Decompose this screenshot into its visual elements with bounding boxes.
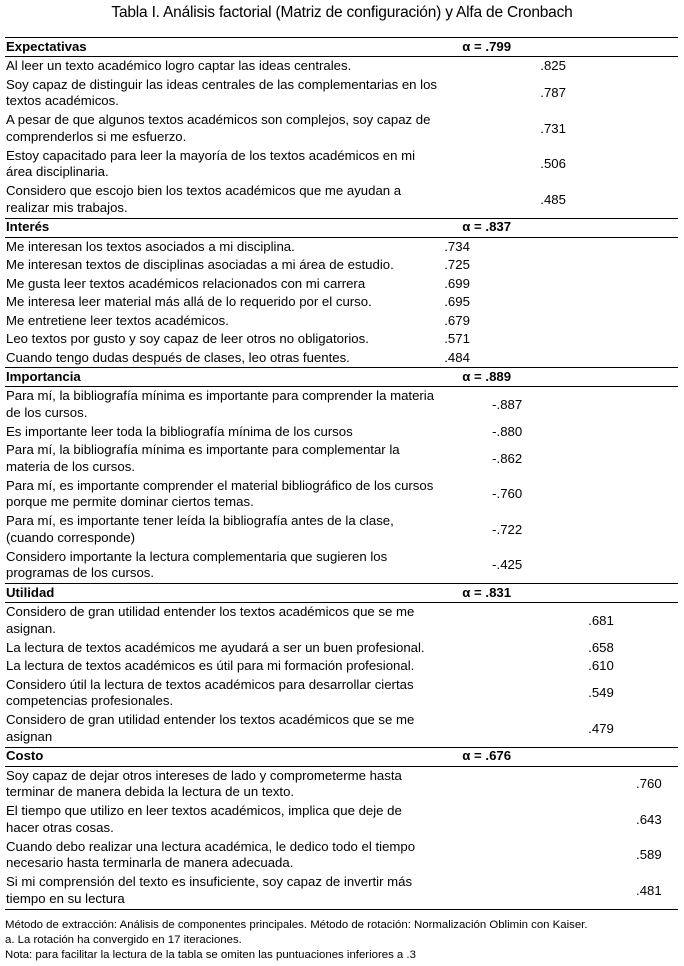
factor-loading: .643 (636, 811, 662, 827)
section-name: Importancia (5, 368, 438, 387)
table-row (5, 423, 678, 442)
table-row (5, 711, 678, 747)
empty-cell (630, 293, 678, 312)
empty-cell (486, 237, 534, 256)
empty-cell (534, 603, 582, 639)
section-header (5, 747, 678, 766)
item-text: Para mí, es importante tener leída la bibliografía antes de la clase, (cuando corresponde) (6, 513, 394, 545)
item-text: Considero útil la lectura de textos académicos para desarrollar ciertas competencias profesionales. (6, 676, 414, 709)
empty-cell (534, 838, 582, 874)
empty-cell (486, 57, 534, 76)
empty-cell (630, 548, 678, 584)
factor-loading: .734 (444, 238, 470, 254)
empty-cell (486, 657, 534, 676)
empty-cell (630, 111, 678, 147)
empty-cell (438, 147, 486, 183)
empty-cell (582, 838, 630, 874)
section-name: Utilidad (5, 584, 438, 603)
empty-cell (534, 441, 582, 477)
item-text: Al leer un texto académico logro captar las ideas centrales. (6, 58, 352, 73)
table-row (5, 676, 678, 712)
empty-cell (630, 639, 678, 658)
empty-cell (486, 275, 534, 294)
factor-loading: .485 (540, 191, 566, 207)
factor-table (5, 37, 678, 910)
item-text: Es importante leer toda la bibliografía mínima de los cursos (6, 423, 353, 439)
factor-loading: .787 (540, 85, 566, 100)
factor-loading: -.760 (492, 486, 523, 501)
empty-cell (438, 441, 486, 477)
empty-cell (582, 873, 630, 909)
empty-cell (534, 802, 582, 838)
factor-loading: .658 (588, 639, 614, 655)
empty-cell (630, 711, 678, 747)
factor-loading: .825 (540, 58, 566, 73)
factor-loading: .679 (444, 312, 470, 328)
cronbach-alpha: α = .676 (438, 747, 678, 766)
empty-cell (582, 256, 630, 275)
empty-cell (630, 441, 678, 477)
factor-loading: -.862 (492, 450, 523, 466)
empty-cell (486, 349, 534, 368)
item-text: Considero que escojo bien los textos académicos que me ayudan a realizar mis trabajos. (6, 183, 402, 215)
empty-cell (582, 512, 630, 548)
item-text: Cuando debo realizar una lectura académica, le dedico todo el tiempo necesario hasta terminarla de manera adecuada. (6, 838, 416, 871)
factor-loading: -.425 (492, 557, 523, 572)
empty-cell (582, 802, 630, 838)
empty-cell (534, 477, 582, 513)
empty-cell (582, 275, 630, 294)
empty-cell (438, 676, 486, 712)
empty-cell (582, 76, 630, 112)
note-omitted: Nota: para facilitar la lectura de la tabla se omiten las puntuaciones inferiores a .3 (5, 949, 416, 961)
item-text: Si mi comprensión del texto es insuficiente, soy capaz de invertir más tiempo en su lectura (5, 873, 438, 909)
table-title: Tabla I. Análisis factorial (Matriz de configuración) y Alfa de Cronbach (111, 4, 573, 21)
empty-cell (486, 603, 534, 639)
table-row (5, 293, 678, 312)
factor-loading: .481 (630, 873, 678, 909)
empty-cell (630, 387, 678, 423)
item-text: Me interesan textos de disciplinas asociadas a mi área de estudio. (6, 257, 394, 272)
section-header (5, 218, 678, 237)
table-row (5, 111, 678, 147)
item-text: A pesar de que algunos textos académicos son complejos, soy capaz de comprenderlos si me esfuerzo. (6, 112, 431, 144)
item-text: Considero importante la lectura complementaria que sugieren los programas de los cursos. (6, 548, 388, 581)
empty-cell (534, 237, 582, 256)
empty-cell (534, 639, 582, 658)
empty-cell (534, 349, 582, 368)
empty-cell (534, 293, 582, 312)
empty-cell (582, 147, 630, 183)
empty-cell (486, 639, 534, 658)
empty-cell (630, 237, 678, 256)
factor-loading: .760 (636, 776, 662, 791)
table-row (5, 603, 678, 639)
section-name: Expectativas (5, 38, 438, 57)
item-text: Para mí, la bibliografía mínima es importante para comprender la materia de los cursos. (6, 388, 435, 420)
table-row (5, 76, 678, 112)
empty-cell (534, 423, 582, 442)
factor-loading: -.880 (492, 423, 523, 439)
item-text: El tiempo que utilizo en leer textos académicos, implica que deje de hacer otras cosas. (6, 803, 402, 835)
section-header (5, 38, 678, 57)
empty-cell (582, 766, 630, 802)
item-text: Me entretiene leer textos académicos. (6, 312, 229, 328)
empty-cell (438, 711, 486, 747)
empty-cell (630, 147, 678, 183)
table-row (5, 349, 678, 368)
empty-cell (630, 676, 678, 712)
empty-cell (438, 477, 486, 513)
item-text: La lectura de textos académicos es útil para mi formación profesional. (6, 658, 415, 673)
cronbach-alpha: α = .799 (438, 38, 678, 57)
empty-cell (438, 57, 486, 76)
note-extraction: Método de extracción: Análisis de componentes principales. Método de rotación: Normalización Oblimin con Kaiser. (5, 919, 588, 931)
empty-cell (534, 657, 582, 676)
empty-cell (534, 256, 582, 275)
table-row (5, 256, 678, 275)
empty-cell (630, 512, 678, 548)
factor-loading: .571 (444, 331, 470, 346)
empty-cell (582, 423, 630, 442)
table-row (5, 330, 678, 349)
empty-cell (630, 423, 678, 442)
empty-cell (534, 312, 582, 331)
table-row (5, 873, 678, 909)
empty-cell (486, 293, 534, 312)
table-row (5, 657, 678, 676)
item-text: Me interesan los textos asociados a mi disciplina. (6, 238, 295, 254)
empty-cell (630, 349, 678, 368)
item-text: Soy capaz de distinguir las ideas centrales de las complementarias en los textos académicos. (6, 76, 438, 109)
empty-cell (438, 512, 486, 548)
empty-cell (534, 711, 582, 747)
empty-cell (630, 330, 678, 349)
empty-cell (486, 182, 534, 218)
factor-loading: .610 (588, 658, 614, 673)
empty-cell (630, 182, 678, 218)
section-header (5, 584, 678, 603)
factor-loading: .549 (588, 685, 614, 700)
table-row (5, 312, 678, 331)
item-text: Leo textos por gusto y soy capaz de leer otros no obligatorios. (6, 331, 369, 346)
item-text: Para mí, es importante comprender el material bibliográfico de los cursos porque me permite dominar ciertos temas. (6, 477, 434, 510)
table-row (5, 766, 678, 802)
factor-loading: .699 (444, 275, 470, 291)
empty-cell (582, 182, 630, 218)
table-row (5, 838, 678, 874)
empty-cell (534, 275, 582, 294)
empty-cell (486, 256, 534, 275)
empty-cell (630, 312, 678, 331)
table-row (5, 387, 678, 423)
item-text: Soy capaz de dejar otros intereses de lado y comprometerme hasta terminar de manera debida la lectura de un texto. (6, 767, 402, 800)
factor-loading: .731 (540, 120, 566, 136)
empty-cell (582, 349, 630, 368)
empty-cell (630, 57, 678, 76)
empty-cell (630, 76, 678, 112)
factor-loading: -.887 (492, 396, 523, 412)
section-name: Costo (5, 747, 438, 766)
empty-cell (582, 293, 630, 312)
item-text: La lectura de textos académicos me ayudará a ser un buen profesional. (6, 639, 425, 655)
empty-cell (438, 111, 486, 147)
factor-loading: -.722 (492, 521, 523, 537)
empty-cell (438, 766, 486, 802)
empty-cell (582, 441, 630, 477)
empty-cell (486, 766, 534, 802)
factor-loading: .479 (588, 720, 614, 736)
empty-cell (486, 676, 534, 712)
empty-cell (486, 802, 534, 838)
empty-cell (630, 657, 678, 676)
empty-cell (486, 111, 534, 147)
empty-cell (534, 387, 582, 423)
empty-cell (438, 182, 486, 218)
item-text: Me interesa leer material más allá de lo requerido por el curso. (6, 294, 372, 309)
table-row (5, 275, 678, 294)
factor-loading: .681 (588, 612, 614, 628)
factor-loading: .725 (444, 257, 470, 272)
table-row (5, 57, 678, 76)
table-notes (5, 918, 588, 963)
empty-cell (582, 330, 630, 349)
item-text: Considero de gran utilidad entender los textos académicos que se me asignan. (6, 604, 415, 636)
table-row (5, 182, 678, 218)
section-name: Interés (5, 218, 438, 237)
empty-cell (438, 657, 486, 676)
table-row (5, 802, 678, 838)
note-rotation: a. La rotación ha convergido en 17 iteraciones. (5, 934, 242, 946)
table-row (5, 441, 678, 477)
empty-cell (630, 477, 678, 513)
empty-cell (438, 423, 486, 442)
empty-cell (582, 387, 630, 423)
section-header (5, 368, 678, 387)
cronbach-alpha: α = .889 (438, 368, 678, 387)
empty-cell (582, 548, 630, 584)
factor-loading: .484 (444, 349, 470, 365)
table-row (5, 477, 678, 513)
empty-cell (438, 76, 486, 112)
empty-cell (438, 387, 486, 423)
empty-cell (486, 711, 534, 747)
item-text: Considero de gran utilidad entender los textos académicos que se me asignan (6, 712, 415, 744)
empty-cell (486, 330, 534, 349)
cronbach-alpha: α = .837 (438, 218, 678, 237)
empty-cell (534, 766, 582, 802)
table-row (5, 639, 678, 658)
empty-cell (486, 838, 534, 874)
empty-cell (438, 603, 486, 639)
table-row (5, 237, 678, 256)
empty-cell (582, 477, 630, 513)
empty-cell (486, 312, 534, 331)
empty-cell (630, 256, 678, 275)
table-row (5, 548, 678, 584)
empty-cell (438, 802, 486, 838)
empty-cell (582, 57, 630, 76)
empty-cell (438, 873, 486, 909)
empty-cell (486, 873, 534, 909)
factor-loading: .506 (540, 156, 566, 171)
factor-loading: .589 (636, 847, 662, 862)
empty-cell (438, 639, 486, 658)
empty-cell (534, 873, 582, 909)
item-text: Estoy capacitado para leer la mayoría de los textos académicos en mi área disciplinaria. (6, 147, 416, 180)
empty-cell (630, 275, 678, 294)
empty-cell (486, 147, 534, 183)
empty-cell (630, 603, 678, 639)
empty-cell (582, 312, 630, 331)
empty-cell (582, 111, 630, 147)
empty-cell (438, 838, 486, 874)
empty-cell (534, 676, 582, 712)
factor-loading: .695 (444, 294, 470, 309)
table-row (5, 512, 678, 548)
empty-cell (438, 548, 486, 584)
empty-cell (534, 548, 582, 584)
item-text: Cuando tengo dudas después de clases, leo otras fuentes. (6, 349, 350, 365)
item-text: Me gusta leer textos académicos relacionados con mi carrera (6, 275, 366, 291)
empty-cell (486, 76, 534, 112)
cronbach-alpha: α = .831 (438, 584, 678, 603)
empty-cell (534, 512, 582, 548)
empty-cell (534, 330, 582, 349)
item-text: Para mí, la bibliografía mínima es importante para complementar la materia de los cursos. (6, 442, 400, 474)
empty-cell (582, 237, 630, 256)
table-row (5, 147, 678, 183)
